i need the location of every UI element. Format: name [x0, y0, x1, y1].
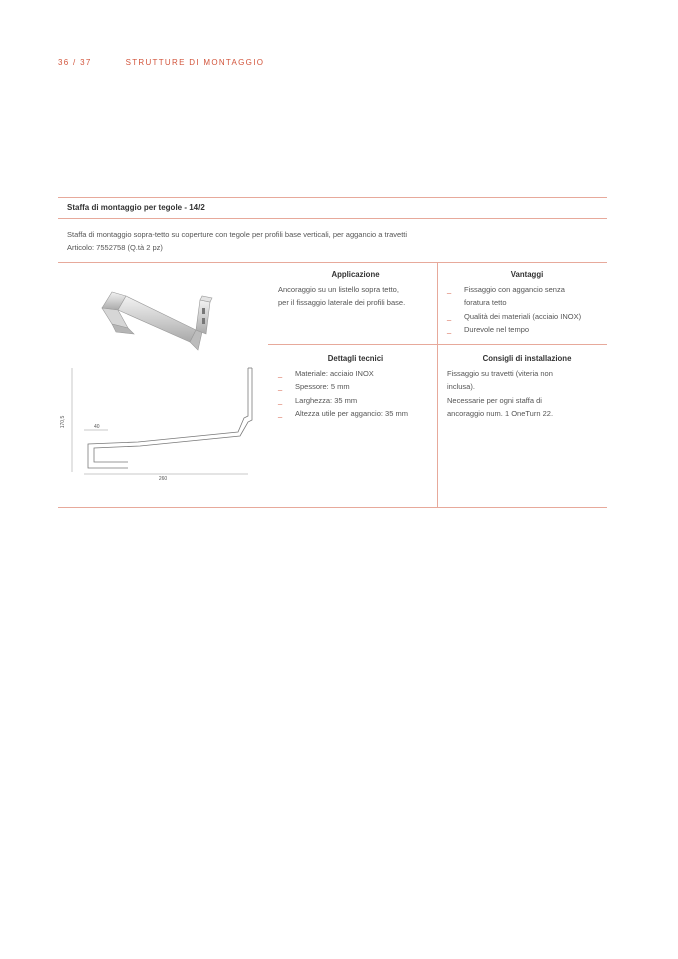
- dimension-top: 40: [94, 424, 100, 430]
- divider-table-top: [58, 262, 607, 263]
- product-photo: [98, 280, 228, 360]
- applicazione-heading: Applicazione: [331, 270, 380, 279]
- bullet-dash-icon: _: [278, 409, 283, 418]
- vantaggi-item: _ Durevole nel tempo: [447, 323, 607, 337]
- consigli-section: [447, 352, 607, 421]
- page-number: 36 / 37: [58, 58, 92, 67]
- applicazione-line: per il fissaggio laterale dei profili base.: [278, 298, 406, 307]
- bullet-dash-icon: _: [278, 382, 283, 391]
- divider-title: [58, 218, 607, 219]
- applicazione-section: [278, 268, 433, 310]
- column-divider: [437, 263, 438, 507]
- divider-top: [58, 197, 607, 198]
- dettagli-section: [278, 352, 433, 421]
- applicazione-line: Ancoraggio su un listello sopra tetto,: [278, 284, 399, 294]
- consigli-line: inclusa).: [447, 382, 475, 391]
- dettagli-heading: Dettagli tecnici: [327, 354, 384, 363]
- bullet-dash-icon: _: [447, 311, 452, 321]
- row-divider: [268, 344, 607, 345]
- description-text: Staffa di montaggio sopra-tetto su coperture con tegole per profili base verticali, per aggancio a travetti: [67, 230, 408, 239]
- bullet-dash-icon: _: [278, 395, 283, 405]
- vantaggi-item: _ Qualità dei materiali (acciaio INOX): [447, 310, 607, 324]
- bullet-dash-icon: _: [447, 325, 452, 334]
- vantaggi-section: [447, 268, 607, 337]
- section-title: STRUTTURE DI MONTAGGIO: [125, 58, 265, 67]
- dimension-height: 170,5: [60, 415, 66, 429]
- article-number: Articolo: 7552758 (Q.tà 2 pz): [67, 242, 163, 252]
- dettagli-item: _ Altezza utile per aggancio: 35 mm: [278, 407, 433, 421]
- vantaggi-item: _ Fissaggio con aggancio senza foratura tetto: [447, 284, 565, 307]
- consigli-line: Fissaggio su travetti (viteria non: [447, 368, 553, 378]
- technical-drawing: [58, 362, 263, 482]
- dettagli-item: _ Materiale: acciaio INOX: [278, 367, 433, 381]
- consigli-line: ancoraggio num. 1 OneTurn 22.: [447, 409, 554, 418]
- dettagli-item: _ Spessore: 5 mm: [278, 380, 433, 394]
- product-title: Staffa di montaggio per tegole - 14/2: [67, 203, 205, 212]
- consigli-heading: Consigli di installazione: [482, 354, 572, 363]
- bullet-dash-icon: _: [447, 284, 452, 294]
- dettagli-item: _ Larghezza: 35 mm: [278, 394, 433, 408]
- product-description: [67, 229, 407, 254]
- vantaggi-heading: Vantaggi: [510, 270, 544, 279]
- page-header: [58, 58, 264, 67]
- divider-bottom: [58, 507, 607, 508]
- dimension-length: 260: [158, 476, 168, 482]
- consigli-line: Necessarie per ogni staffa di: [447, 395, 542, 405]
- bullet-dash-icon: _: [278, 368, 283, 378]
